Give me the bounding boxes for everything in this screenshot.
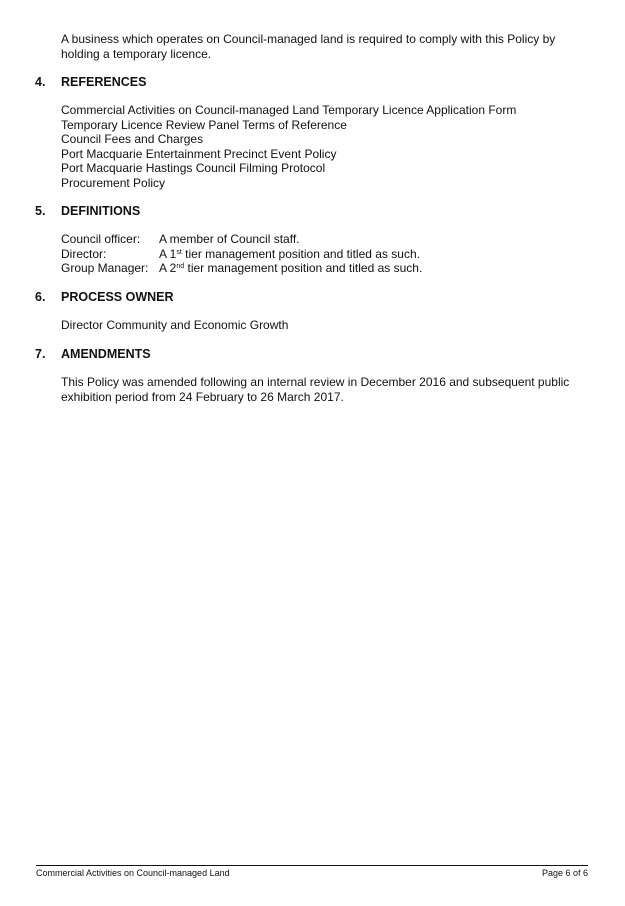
definition-row <box>61 232 595 247</box>
definition-description: A member of Council staff. <box>159 232 300 246</box>
process-owner-heading <box>35 290 595 305</box>
definition-term: Group Manager: <box>61 261 149 275</box>
definition-description: A 2nd tier management position and titled as such. <box>159 261 423 275</box>
references-section <box>35 75 595 190</box>
references-list <box>61 103 595 190</box>
footer-document-title: Commercial Activities on Council-managed Land <box>36 868 230 878</box>
section-title: PROCESS OWNER <box>61 290 174 304</box>
process-owner-text: Director Community and Economic Growth <box>61 318 289 332</box>
definition-description: A 1st tier management position and titled as such. <box>159 246 420 261</box>
definition-term: Council officer: <box>61 232 141 246</box>
amendments-heading <box>35 347 595 362</box>
reference-item: Port Macquarie Entertainment Precinct Event Policy <box>61 146 337 161</box>
definitions-section <box>35 204 595 276</box>
section-title: DEFINITIONS <box>61 204 141 218</box>
amendments-text: This Policy was amended following an internal review in December 2016 and subsequent public exhibition period from 24 February to 26 March 2017. <box>61 375 570 404</box>
section-title: AMENDMENTS <box>61 347 151 361</box>
definitions-heading <box>35 204 595 219</box>
reference-item: Commercial Activities on Council-managed Land Temporary Licence Application Form <box>61 103 517 117</box>
reference-item: Port Macquarie Hastings Council Filming Protocol <box>61 161 326 175</box>
section-number: 6. <box>35 290 46 304</box>
section-title: REFERENCES <box>61 75 147 89</box>
references-heading <box>35 75 595 90</box>
intro-paragraph: A business which operates on Council-managed land is required to comply with this Policy by holding a temporary licence. <box>61 32 556 61</box>
reference-item: Procurement Policy <box>61 175 166 190</box>
amendments-section <box>35 347 595 404</box>
definition-term: Director: <box>61 246 107 261</box>
section-number: 7. <box>35 347 46 361</box>
definition-row <box>61 247 595 262</box>
page-footer <box>36 865 588 879</box>
definitions-list <box>61 232 595 276</box>
process-owner-section <box>35 290 595 333</box>
reference-item: Council Fees and Charges <box>61 132 204 146</box>
reference-item: Temporary Licence Review Panel Terms of Reference <box>61 117 347 132</box>
definition-row <box>61 261 595 276</box>
section-number: 5. <box>35 204 46 218</box>
footer-page-number: Page 6 of 6 <box>541 868 588 878</box>
section-number: 4. <box>35 75 46 89</box>
